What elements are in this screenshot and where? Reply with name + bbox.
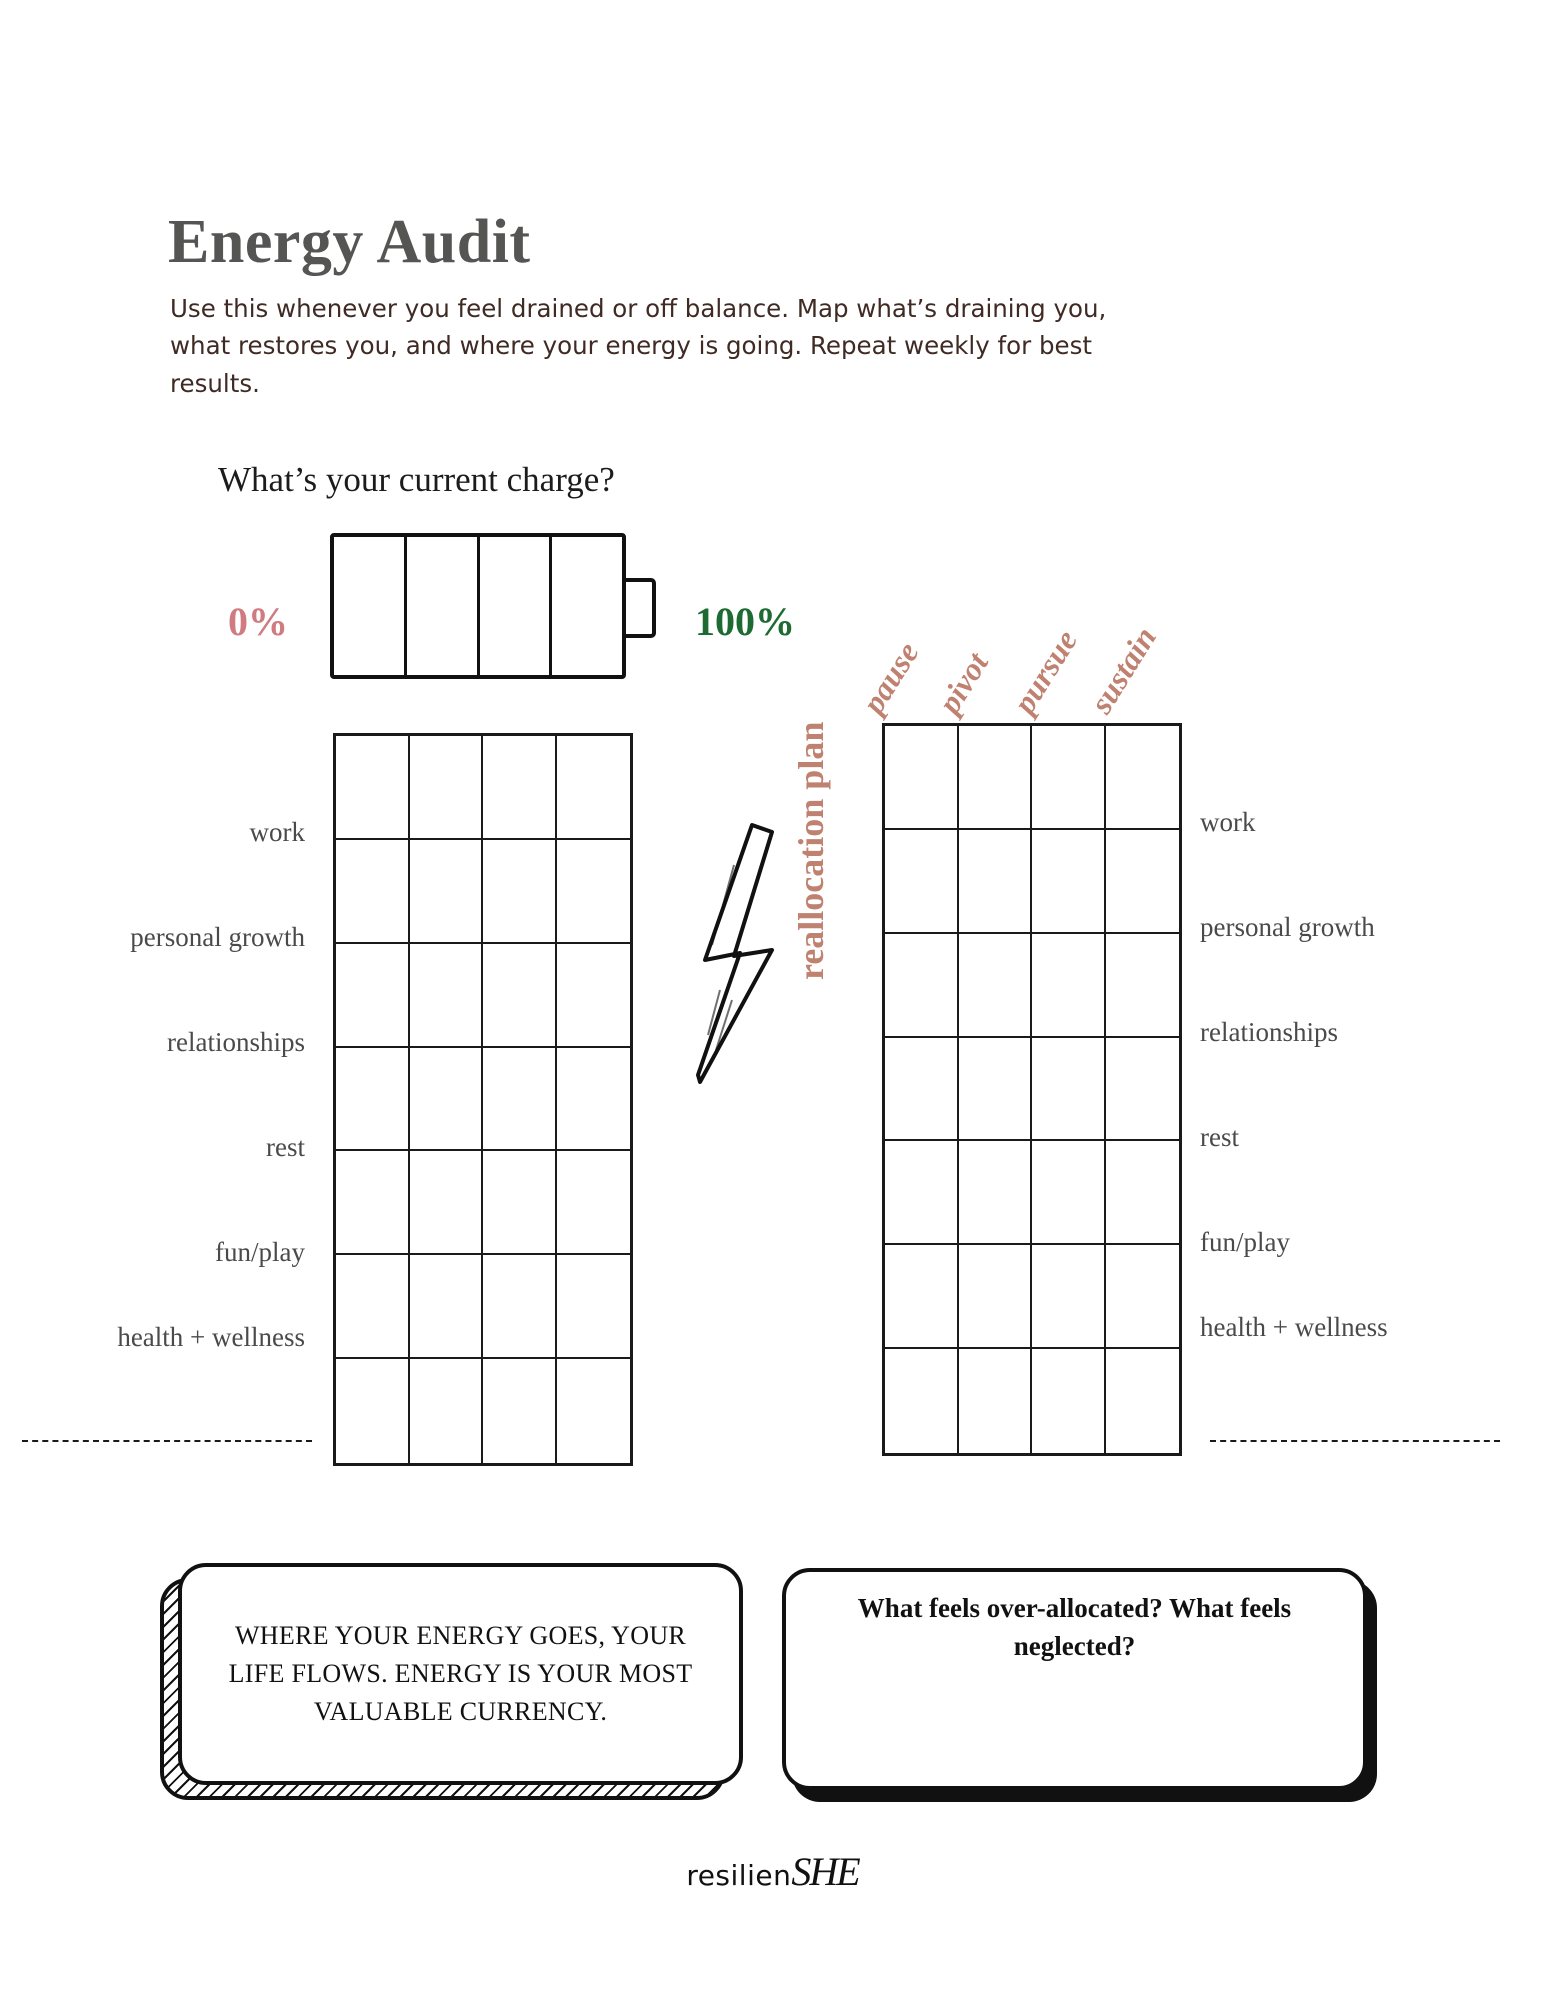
row-label-rest: rest xyxy=(266,1132,305,1162)
battery-meter[interactable] xyxy=(330,533,626,679)
grid-cell[interactable] xyxy=(1032,1038,1106,1142)
reallocation-plan-label: reallocation plan xyxy=(791,721,831,980)
reallocation-row-labels xyxy=(1200,723,1540,1456)
grid-cell[interactable] xyxy=(959,1349,1033,1453)
grid-cell[interactable] xyxy=(1032,1141,1106,1245)
charge-question: What’s your current charge? xyxy=(218,460,615,499)
page-intro: Use this whenever you feel drained or off balance. Map what’s draining you, what restores you, and where your energy is going. Repeat weekly for best results. xyxy=(170,293,1107,399)
grid-cell[interactable] xyxy=(885,1245,959,1349)
row-label-growth: personal growth xyxy=(130,922,305,952)
grid-cell[interactable] xyxy=(336,1151,410,1255)
grid-cell[interactable] xyxy=(959,1245,1033,1349)
column-header-pivot: pivot xyxy=(930,646,996,720)
grid-cell[interactable] xyxy=(336,1048,410,1152)
grid-cell[interactable] xyxy=(557,1048,631,1152)
grid-cell[interactable] xyxy=(1032,726,1106,830)
grid-cell[interactable] xyxy=(885,1141,959,1245)
grid-cell[interactable] xyxy=(557,1359,631,1463)
row-label-growth: personal growth xyxy=(1200,912,1375,942)
grid-cell[interactable] xyxy=(483,1255,557,1359)
reallocation-grid[interactable] xyxy=(882,723,1182,1456)
current-energy-grid[interactable] xyxy=(333,733,633,1466)
grid-cell[interactable] xyxy=(410,840,484,944)
grid-cell[interactable] xyxy=(410,1048,484,1152)
grid-cell[interactable] xyxy=(959,934,1033,1038)
grid-cell[interactable] xyxy=(1106,830,1180,934)
row-label-health: health + wellness xyxy=(117,1322,305,1352)
page-title: Energy Audit xyxy=(168,207,531,276)
grid-cell[interactable] xyxy=(483,1048,557,1152)
grid-cell[interactable] xyxy=(959,726,1033,830)
grid-cell[interactable] xyxy=(557,944,631,1048)
row-label-work: work xyxy=(249,817,305,847)
row-label-relationships: relationships xyxy=(1200,1017,1338,1047)
grid-cell[interactable] xyxy=(336,944,410,1048)
grid-cell[interactable] xyxy=(1032,934,1106,1038)
column-header-pursue: pursue xyxy=(1005,623,1085,720)
grid-cell[interactable] xyxy=(885,830,959,934)
grid-cell[interactable] xyxy=(1032,830,1106,934)
grid-cell[interactable] xyxy=(557,1255,631,1359)
battery-segment[interactable] xyxy=(334,537,407,675)
grid-cell[interactable] xyxy=(885,1038,959,1142)
row-label-fun: fun/play xyxy=(215,1237,305,1267)
logo-text-secondary: SHE xyxy=(791,1849,859,1894)
grid-cell[interactable] xyxy=(336,1359,410,1463)
grid-cell[interactable] xyxy=(410,1151,484,1255)
row-label-relationships: relationships xyxy=(167,1027,305,1057)
divider-left xyxy=(22,1440,312,1442)
logo-text-primary: resilien xyxy=(686,1859,792,1892)
divider-right xyxy=(1210,1440,1500,1442)
row-label-fun: fun/play xyxy=(1200,1227,1290,1257)
grid-cell[interactable] xyxy=(959,1038,1033,1142)
quote-box xyxy=(178,1563,743,1785)
battery-segment[interactable] xyxy=(407,537,480,675)
grid-cell[interactable] xyxy=(885,934,959,1038)
grid-cell[interactable] xyxy=(557,840,631,944)
charge-max-label: 100% xyxy=(695,599,795,644)
grid-cell[interactable] xyxy=(1106,1141,1180,1245)
grid-cell[interactable] xyxy=(959,1141,1033,1245)
grid-cell[interactable] xyxy=(483,1359,557,1463)
grid-cell[interactable] xyxy=(1106,1245,1180,1349)
reallocation-column-headers xyxy=(854,520,1202,720)
lightning-bolt-icon xyxy=(660,820,800,1120)
grid-cell[interactable] xyxy=(557,1151,631,1255)
quote-text: WHERE YOUR ENERGY GOES, YOUR LIFE FLOWS. ENERGY IS YOUR MOST VALUABLE CURRENCY. xyxy=(228,1621,693,1726)
grid-cell[interactable] xyxy=(483,944,557,1048)
grid-cell[interactable] xyxy=(1106,934,1180,1038)
row-label-work: work xyxy=(1200,807,1256,837)
grid-cell[interactable] xyxy=(336,1255,410,1359)
grid-cell[interactable] xyxy=(1106,1349,1180,1453)
grid-cell[interactable] xyxy=(483,1151,557,1255)
brand-logo xyxy=(0,1848,1545,1895)
row-label-health: health + wellness xyxy=(1200,1312,1388,1342)
row-label-rest: rest xyxy=(1200,1122,1239,1152)
prompt-text: What feels over-allocated? What feels neglected? xyxy=(857,1593,1292,1661)
battery-segment[interactable] xyxy=(480,537,553,675)
grid-cell[interactable] xyxy=(483,840,557,944)
grid-cell[interactable] xyxy=(410,944,484,1048)
grid-cell[interactable] xyxy=(1032,1245,1106,1349)
grid-cell[interactable] xyxy=(410,1359,484,1463)
battery-segment[interactable] xyxy=(552,537,622,675)
grid-cell[interactable] xyxy=(557,736,631,840)
grid-cell[interactable] xyxy=(336,840,410,944)
grid-cell[interactable] xyxy=(336,736,410,840)
prompt-box[interactable] xyxy=(782,1568,1367,1790)
grid-cell[interactable] xyxy=(410,1255,484,1359)
grid-cell[interactable] xyxy=(483,736,557,840)
grid-cell[interactable] xyxy=(885,1349,959,1453)
grid-cell[interactable] xyxy=(1106,726,1180,830)
charge-min-label: 0% xyxy=(228,599,288,644)
column-header-sustain: sustain xyxy=(1082,620,1164,720)
grid-cell[interactable] xyxy=(959,830,1033,934)
battery-terminal-icon xyxy=(626,578,656,638)
grid-cell[interactable] xyxy=(410,736,484,840)
current-energy-row-labels xyxy=(0,733,315,1466)
grid-cell[interactable] xyxy=(885,726,959,830)
grid-cell[interactable] xyxy=(1106,1038,1180,1142)
grid-cell[interactable] xyxy=(1032,1349,1106,1453)
column-header-pause: pause xyxy=(854,635,926,720)
